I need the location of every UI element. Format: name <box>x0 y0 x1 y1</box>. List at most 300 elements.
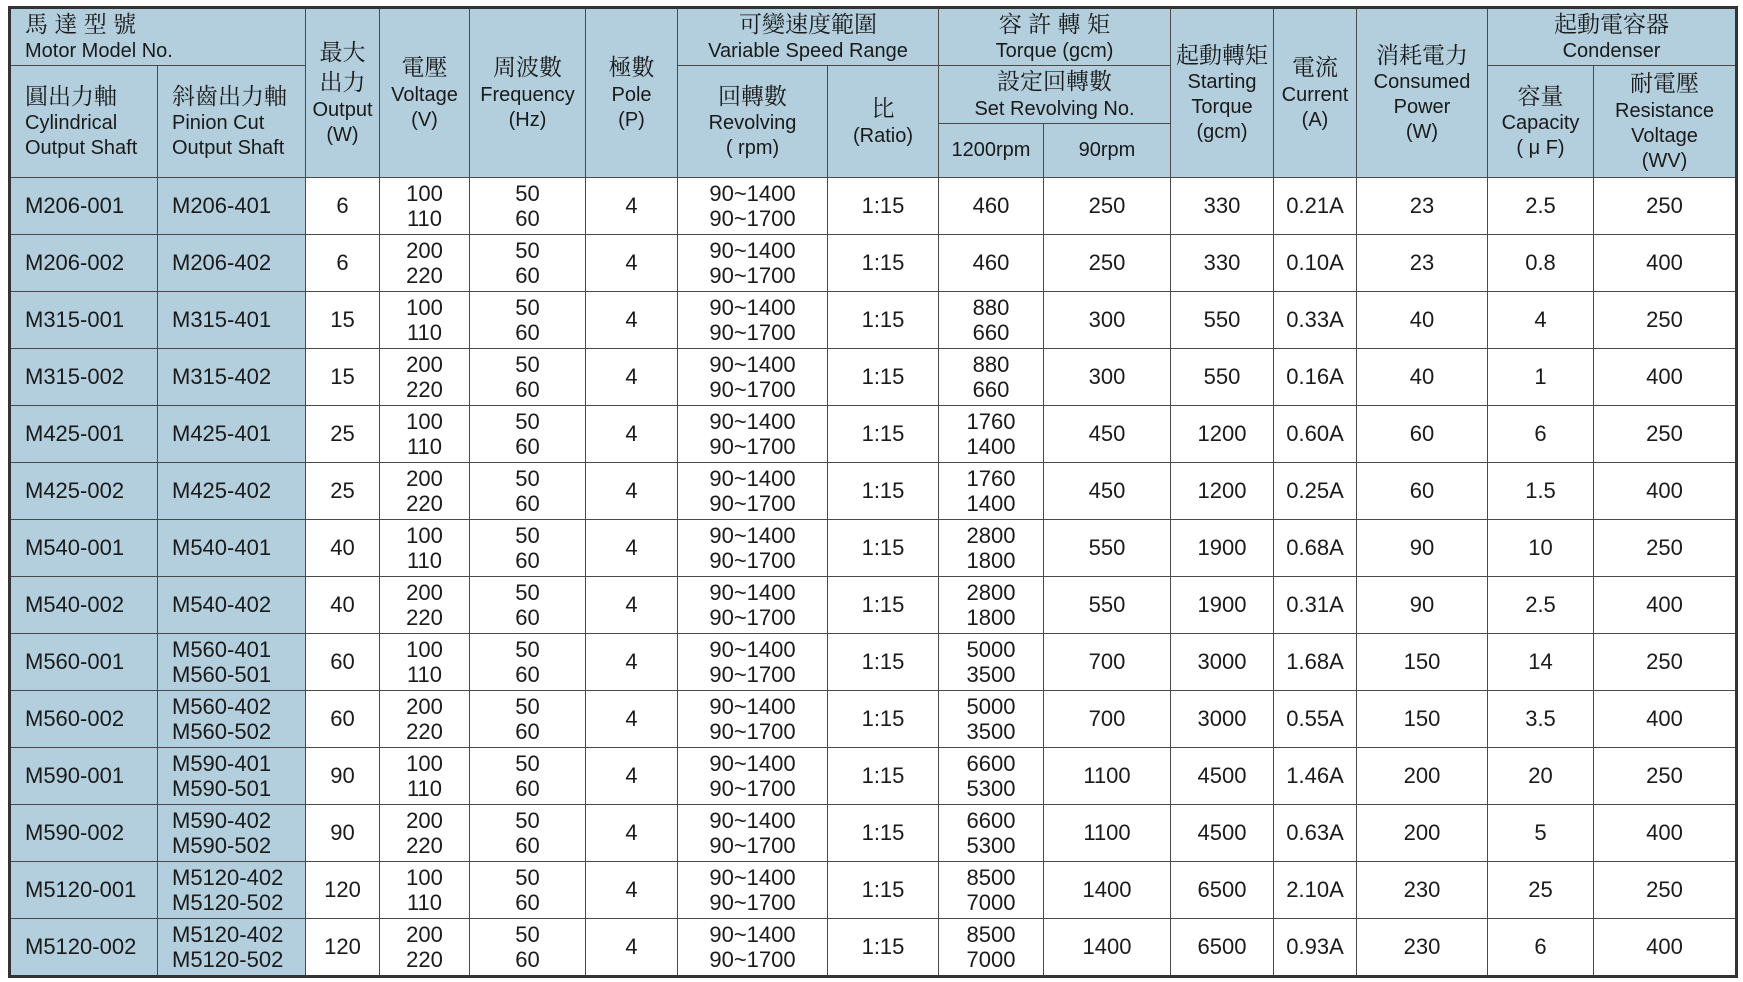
cell-current: 0.68A <box>1274 520 1357 577</box>
header-current-en1: Current <box>1281 83 1349 106</box>
header-pole-en2: (P) <box>618 108 645 131</box>
cell-ratio: 1:15 <box>828 634 939 691</box>
cell-cylindrical-model: M590-001 <box>10 748 158 805</box>
cell-consumed-power: 40 <box>1357 292 1488 349</box>
cell-torque-90rpm: 700 <box>1044 634 1171 691</box>
cell-torque-1200rpm <box>939 406 1044 463</box>
cell-starting-torque: 1200 <box>1171 463 1274 520</box>
header-current-en2: (A) <box>1301 108 1329 131</box>
cell-torque-90rpm: 700 <box>1044 691 1171 748</box>
cell-torque-1200rpm-line: 7000 <box>966 890 1016 915</box>
cell-voltage-line: 100 <box>406 636 443 662</box>
header-power-en3: (W) <box>1405 121 1439 144</box>
cell-cylindrical-model: M315-002 <box>10 349 158 406</box>
cell-frequency <box>470 520 586 577</box>
cell-torque-1200rpm-line: 880 <box>972 351 1010 377</box>
cell-torque-1200rpm-line: 8500 <box>966 864 1016 890</box>
cell-revolving-line: 90~1700 <box>709 947 796 972</box>
header-set-rev-zh: 設定回轉數 <box>997 68 1112 95</box>
cell-frequency-line: 60 <box>515 434 540 459</box>
cell-revolving-line: 90~1700 <box>709 833 796 858</box>
cell-capacity: 14 <box>1488 634 1594 691</box>
cell-torque-90rpm: 300 <box>1044 349 1171 406</box>
cell-revolving-line: 90~1400 <box>709 636 796 662</box>
cell-revolving <box>678 748 828 805</box>
cell-pinion-model <box>158 235 306 292</box>
cell-pinion-model-line: M590-502 <box>172 833 272 858</box>
cell-frequency <box>470 691 586 748</box>
cell-capacity: 1 <box>1488 349 1594 406</box>
cell-torque-90rpm: 250 <box>1044 178 1171 235</box>
cell-revolving <box>678 235 828 292</box>
cell-output: 15 <box>306 349 380 406</box>
cell-current: 0.60A <box>1274 406 1357 463</box>
cell-pinion-model-line: M590-401 <box>172 750 272 776</box>
cell-ratio: 1:15 <box>828 577 939 634</box>
cell-ratio: 1:15 <box>828 748 939 805</box>
cell-ratio: 1:15 <box>828 178 939 235</box>
cell-ratio: 1:15 <box>828 463 939 520</box>
cell-voltage <box>380 919 470 977</box>
header-revolving-en2: ( rpm) <box>725 137 780 160</box>
cell-voltage <box>380 292 470 349</box>
cell-output: 40 <box>306 520 380 577</box>
cell-torque-1200rpm-line: 1760 <box>966 465 1016 491</box>
header-resistance-en1: Resistance <box>1615 99 1714 122</box>
header-motor-model-zh: 馬 達 型 號 <box>25 10 137 37</box>
header-ratio <box>828 66 939 178</box>
cell-torque-1200rpm <box>939 292 1044 349</box>
cell-starting-torque: 4500 <box>1171 805 1274 862</box>
cell-pinion-model <box>158 805 306 862</box>
cell-voltage-line: 100 <box>406 750 443 776</box>
cell-frequency <box>470 805 586 862</box>
cell-torque-1200rpm-line: 6600 <box>966 807 1016 833</box>
cell-resistance-voltage: 250 <box>1594 634 1737 691</box>
cell-pole: 4 <box>586 406 678 463</box>
cell-torque-1200rpm-line: 1800 <box>966 548 1016 573</box>
table-row <box>10 406 1737 463</box>
cell-pole: 4 <box>586 748 678 805</box>
cell-frequency <box>470 634 586 691</box>
cell-torque-1200rpm-line: 460 <box>972 250 1010 276</box>
cell-frequency <box>470 463 586 520</box>
cell-frequency <box>470 919 586 977</box>
cell-torque-90rpm: 250 <box>1044 235 1171 292</box>
cell-pole: 4 <box>586 919 678 977</box>
cell-consumed-power: 200 <box>1357 748 1488 805</box>
cell-revolving-line: 90~1400 <box>709 921 796 947</box>
cell-pinion-model <box>158 292 306 349</box>
cell-torque-90rpm: 450 <box>1044 406 1171 463</box>
header-pole-zh: 極數 <box>608 54 655 81</box>
cell-resistance-voltage: 250 <box>1594 862 1737 919</box>
cell-voltage-line: 220 <box>406 605 443 630</box>
cell-current: 1.68A <box>1274 634 1357 691</box>
cell-cylindrical-model: M590-002 <box>10 805 158 862</box>
cell-voltage <box>380 862 470 919</box>
cell-revolving <box>678 634 828 691</box>
cell-torque-1200rpm-line: 1400 <box>966 491 1016 516</box>
cell-frequency <box>470 292 586 349</box>
cell-capacity: 5 <box>1488 805 1594 862</box>
cell-voltage-line: 100 <box>406 180 443 206</box>
cell-pinion-model-line: M5120-402 <box>172 864 284 890</box>
cell-torque-1200rpm <box>939 691 1044 748</box>
header-resistance-zh: 耐電壓 <box>1630 70 1699 97</box>
cell-frequency-line: 60 <box>515 491 540 516</box>
cell-frequency <box>470 862 586 919</box>
cell-revolving <box>678 691 828 748</box>
cell-torque-1200rpm-line: 5300 <box>966 833 1016 858</box>
cell-resistance-voltage: 400 <box>1594 463 1737 520</box>
cell-revolving <box>678 862 828 919</box>
cell-pole: 4 <box>586 634 678 691</box>
cell-consumed-power: 150 <box>1357 691 1488 748</box>
cell-capacity: 3.5 <box>1488 691 1594 748</box>
header-revolving <box>678 66 828 178</box>
cell-pinion-model-line: M560-401 <box>172 636 272 662</box>
header-1200rpm-label: 1200rpm <box>951 139 1031 161</box>
cell-voltage-line: 220 <box>406 947 443 972</box>
cell-torque-1200rpm <box>939 463 1044 520</box>
header-frequency <box>470 8 586 178</box>
cell-voltage-line: 110 <box>406 320 443 345</box>
header-voltage-en1: Voltage <box>391 83 458 106</box>
cell-frequency-line: 50 <box>515 864 540 890</box>
cell-capacity: 20 <box>1488 748 1594 805</box>
header-power <box>1357 8 1488 178</box>
cell-revolving-line: 90~1700 <box>709 548 796 573</box>
header-pole <box>586 8 678 178</box>
cell-frequency-line: 50 <box>515 807 540 833</box>
cell-torque-1200rpm <box>939 634 1044 691</box>
cell-torque-90rpm: 1100 <box>1044 805 1171 862</box>
table-row <box>10 178 1737 235</box>
cell-voltage-line: 100 <box>406 522 443 548</box>
cell-pinion-model-line: M590-501 <box>172 776 272 801</box>
table-row <box>10 691 1737 748</box>
cell-pole: 4 <box>586 805 678 862</box>
cell-output: 15 <box>306 292 380 349</box>
cell-starting-torque: 330 <box>1171 178 1274 235</box>
cell-starting-torque: 3000 <box>1171 634 1274 691</box>
cell-pinion-model <box>158 577 306 634</box>
cell-frequency-line: 60 <box>515 890 540 915</box>
cell-frequency-line: 50 <box>515 636 540 662</box>
cell-consumed-power: 200 <box>1357 805 1488 862</box>
header-output-en1: Output <box>312 98 373 121</box>
cell-starting-torque: 1900 <box>1171 577 1274 634</box>
cell-pinion-model-line: M560-502 <box>172 719 272 744</box>
cell-torque-1200rpm <box>939 178 1044 235</box>
cell-revolving-line: 90~1400 <box>709 180 796 206</box>
header-ratio-en: (Ratio) <box>852 124 913 147</box>
header-starting-torque <box>1171 8 1274 178</box>
cell-voltage-line: 200 <box>406 237 443 263</box>
cell-torque-1200rpm-line: 7000 <box>966 947 1016 972</box>
cell-revolving <box>678 463 828 520</box>
cell-voltage <box>380 805 470 862</box>
cell-pinion-model-line: M590-402 <box>172 807 272 833</box>
cell-frequency-line: 60 <box>515 206 540 231</box>
cell-consumed-power: 230 <box>1357 862 1488 919</box>
header-pinion-zh: 斜齒出力軸 <box>172 82 287 109</box>
cell-frequency-line: 50 <box>515 921 540 947</box>
cell-torque-1200rpm-line: 1400 <box>966 434 1016 459</box>
cell-starting-torque: 6500 <box>1171 919 1274 977</box>
table-row <box>10 520 1737 577</box>
cell-frequency-line: 60 <box>515 548 540 573</box>
cell-pinion-model <box>158 406 306 463</box>
cell-torque-1200rpm <box>939 349 1044 406</box>
cell-capacity: 4 <box>1488 292 1594 349</box>
cell-current: 0.33A <box>1274 292 1357 349</box>
cell-pinion-model-line: M5120-402 <box>172 921 284 947</box>
cell-starting-torque: 4500 <box>1171 748 1274 805</box>
cell-output: 40 <box>306 577 380 634</box>
cell-cylindrical-model: M206-001 <box>10 178 158 235</box>
cell-resistance-voltage: 400 <box>1594 349 1737 406</box>
header-pole-en1: Pole <box>611 83 652 106</box>
cell-cylindrical-model: M5120-001 <box>10 862 158 919</box>
cell-consumed-power: 90 <box>1357 520 1488 577</box>
header-pinion-en2: Output Shaft <box>172 137 285 160</box>
cell-pinion-model <box>158 691 306 748</box>
header-capacity-en1: Capacity <box>1501 112 1580 135</box>
header-voltage <box>380 8 470 178</box>
cell-frequency <box>470 349 586 406</box>
cell-revolving-line: 90~1400 <box>709 294 796 320</box>
cell-output: 60 <box>306 634 380 691</box>
cell-revolving <box>678 805 828 862</box>
cell-current: 0.31A <box>1274 577 1357 634</box>
cell-voltage <box>380 748 470 805</box>
cell-voltage-line: 110 <box>406 662 443 687</box>
cell-pinion-model-line: M540-402 <box>172 592 272 618</box>
cell-consumed-power: 150 <box>1357 634 1488 691</box>
cell-revolving-line: 90~1700 <box>709 605 796 630</box>
cell-revolving-line: 90~1400 <box>709 864 796 890</box>
cell-revolving-line: 90~1400 <box>709 522 796 548</box>
cell-frequency-line: 50 <box>515 408 540 434</box>
cell-voltage-line: 110 <box>406 776 443 801</box>
cell-pinion-model-line: M560-501 <box>172 662 272 687</box>
cell-consumed-power: 23 <box>1357 235 1488 292</box>
cell-resistance-voltage: 250 <box>1594 520 1737 577</box>
header-1200rpm <box>939 124 1044 178</box>
cell-frequency-line: 60 <box>515 833 540 858</box>
cell-revolving <box>678 577 828 634</box>
cell-pinion-model-line: M540-401 <box>172 535 272 561</box>
header-current <box>1274 8 1357 178</box>
cell-output: 6 <box>306 178 380 235</box>
header-starting-zh: 起動轉矩 <box>1176 41 1268 68</box>
cell-torque-1200rpm-line: 1760 <box>966 408 1016 434</box>
cell-revolving-line: 90~1400 <box>709 750 796 776</box>
cell-frequency-line: 50 <box>515 237 540 263</box>
cell-ratio: 1:15 <box>828 805 939 862</box>
cell-revolving-line: 90~1700 <box>709 377 796 402</box>
cell-revolving-line: 90~1700 <box>709 491 796 516</box>
cell-voltage-line: 110 <box>406 548 443 573</box>
cell-resistance-voltage: 250 <box>1594 406 1737 463</box>
cell-cylindrical-model: M425-001 <box>10 406 158 463</box>
header-starting-en2: Torque <box>1191 96 1253 119</box>
table-row <box>10 235 1737 292</box>
header-pinion-shaft <box>158 66 306 178</box>
table-row <box>10 862 1737 919</box>
cell-pinion-model <box>158 919 306 977</box>
cell-pole: 4 <box>586 520 678 577</box>
cell-torque-1200rpm-line: 5300 <box>966 776 1016 801</box>
table-body <box>10 178 1737 977</box>
cell-capacity: 2.5 <box>1488 178 1594 235</box>
cell-voltage-line: 110 <box>406 890 443 915</box>
cell-pinion-model <box>158 463 306 520</box>
cell-voltage-line: 220 <box>406 377 443 402</box>
cell-consumed-power: 23 <box>1357 178 1488 235</box>
cell-torque-1200rpm <box>939 919 1044 977</box>
table-row <box>10 805 1737 862</box>
cell-frequency-line: 50 <box>515 294 540 320</box>
header-speed-range <box>678 8 939 66</box>
header-90rpm-label: 90rpm <box>1078 139 1136 161</box>
cell-frequency <box>470 577 586 634</box>
header-motor-model <box>10 8 306 66</box>
cell-revolving-line: 90~1400 <box>709 693 796 719</box>
cell-resistance-voltage: 250 <box>1594 178 1737 235</box>
header-torque-en: Torque (gcm) <box>995 40 1114 63</box>
cell-torque-90rpm: 300 <box>1044 292 1171 349</box>
cell-torque-90rpm: 1100 <box>1044 748 1171 805</box>
cell-voltage <box>380 520 470 577</box>
cell-ratio: 1:15 <box>828 406 939 463</box>
cell-frequency <box>470 748 586 805</box>
cell-resistance-voltage: 400 <box>1594 919 1737 977</box>
table-row <box>10 463 1737 520</box>
cell-consumed-power: 40 <box>1357 349 1488 406</box>
header-torque-zh: 容 許 轉 矩 <box>998 10 1111 37</box>
header-frequency-zh: 周波數 <box>493 54 562 81</box>
cell-pinion-model <box>158 748 306 805</box>
motor-spec-table <box>8 6 1738 978</box>
cell-revolving <box>678 919 828 977</box>
cell-revolving-line: 90~1700 <box>709 434 796 459</box>
header-voltage-en2: (V) <box>411 108 438 131</box>
cell-starting-torque: 330 <box>1171 235 1274 292</box>
header-condenser-en: Condenser <box>1562 40 1661 63</box>
header-motor-model-en: Motor Model No. <box>25 40 173 63</box>
cell-pinion-model-line: M560-402 <box>172 693 272 719</box>
cell-pole: 4 <box>586 235 678 292</box>
cell-torque-1200rpm-line: 5000 <box>966 636 1016 662</box>
cell-frequency <box>470 235 586 292</box>
header-starting-en3: (gcm) <box>1196 121 1248 144</box>
cell-pole: 4 <box>586 577 678 634</box>
cell-resistance-voltage: 400 <box>1594 691 1737 748</box>
header-current-zh: 電流 <box>1292 54 1338 81</box>
cell-torque-90rpm: 550 <box>1044 577 1171 634</box>
table-row <box>10 748 1737 805</box>
header-cylindrical-zh: 圓出力軸 <box>25 82 117 109</box>
cell-voltage <box>380 691 470 748</box>
cell-voltage <box>380 577 470 634</box>
cell-torque-1200rpm-line: 2800 <box>966 522 1016 548</box>
cell-cylindrical-model: M560-002 <box>10 691 158 748</box>
cell-frequency-line: 50 <box>515 351 540 377</box>
cell-torque-90rpm: 1400 <box>1044 862 1171 919</box>
cell-frequency <box>470 178 586 235</box>
header-set-rev-en: Set Revolving No. <box>974 97 1135 120</box>
cell-pole: 4 <box>586 292 678 349</box>
cell-voltage <box>380 235 470 292</box>
cell-torque-1200rpm-line: 5000 <box>966 693 1016 719</box>
header-capacity-zh: 容量 <box>1517 82 1564 109</box>
header-revolving-zh: 回轉數 <box>718 82 787 109</box>
cell-resistance-voltage: 250 <box>1594 748 1737 805</box>
cell-ratio: 1:15 <box>828 235 939 292</box>
cell-capacity: 10 <box>1488 520 1594 577</box>
cell-torque-90rpm: 450 <box>1044 463 1171 520</box>
cell-consumed-power: 60 <box>1357 406 1488 463</box>
cell-frequency-line: 60 <box>515 947 540 972</box>
cell-current: 0.16A <box>1274 349 1357 406</box>
cell-ratio: 1:15 <box>828 520 939 577</box>
cell-starting-torque: 1900 <box>1171 520 1274 577</box>
cell-capacity: 25 <box>1488 862 1594 919</box>
cell-pole: 4 <box>586 349 678 406</box>
header-speed-range-en: Variable Speed Range <box>708 40 908 63</box>
header-cylindrical-en1: Cylindrical <box>25 112 118 135</box>
cell-cylindrical-model: M540-001 <box>10 520 158 577</box>
cell-voltage <box>380 634 470 691</box>
cell-pinion-model <box>158 862 306 919</box>
cell-revolving-line: 90~1400 <box>709 351 796 377</box>
cell-pinion-model <box>158 178 306 235</box>
cell-capacity: 6 <box>1488 919 1594 977</box>
cell-torque-1200rpm-line: 880 <box>972 294 1010 320</box>
header-power-en2: Power <box>1393 96 1451 119</box>
cell-voltage-line: 110 <box>406 434 443 459</box>
cell-starting-torque: 550 <box>1171 349 1274 406</box>
cell-frequency-line: 50 <box>515 750 540 776</box>
cell-output: 6 <box>306 235 380 292</box>
header-90rpm <box>1044 124 1171 178</box>
cell-output: 25 <box>306 463 380 520</box>
cell-ratio: 1:15 <box>828 349 939 406</box>
cell-torque-1200rpm <box>939 235 1044 292</box>
cell-pinion-model-line: M206-401 <box>172 193 272 219</box>
cell-pinion-model-line: M315-402 <box>172 364 272 390</box>
cell-consumed-power: 90 <box>1357 577 1488 634</box>
cell-starting-torque: 6500 <box>1171 862 1274 919</box>
cell-torque-1200rpm <box>939 805 1044 862</box>
cell-frequency-line: 50 <box>515 522 540 548</box>
cell-resistance-voltage: 250 <box>1594 292 1737 349</box>
cell-voltage-line: 220 <box>406 719 443 744</box>
cell-output: 60 <box>306 691 380 748</box>
cell-revolving <box>678 520 828 577</box>
cell-pinion-model <box>158 634 306 691</box>
cell-voltage <box>380 463 470 520</box>
cell-frequency-line: 60 <box>515 662 540 687</box>
cell-revolving-line: 90~1400 <box>709 465 796 491</box>
cell-consumed-power: 60 <box>1357 463 1488 520</box>
header-starting-en1: Starting <box>1187 71 1257 94</box>
header-speed-range-zh: 可變速度範圍 <box>739 10 877 37</box>
cell-torque-90rpm: 1400 <box>1044 919 1171 977</box>
